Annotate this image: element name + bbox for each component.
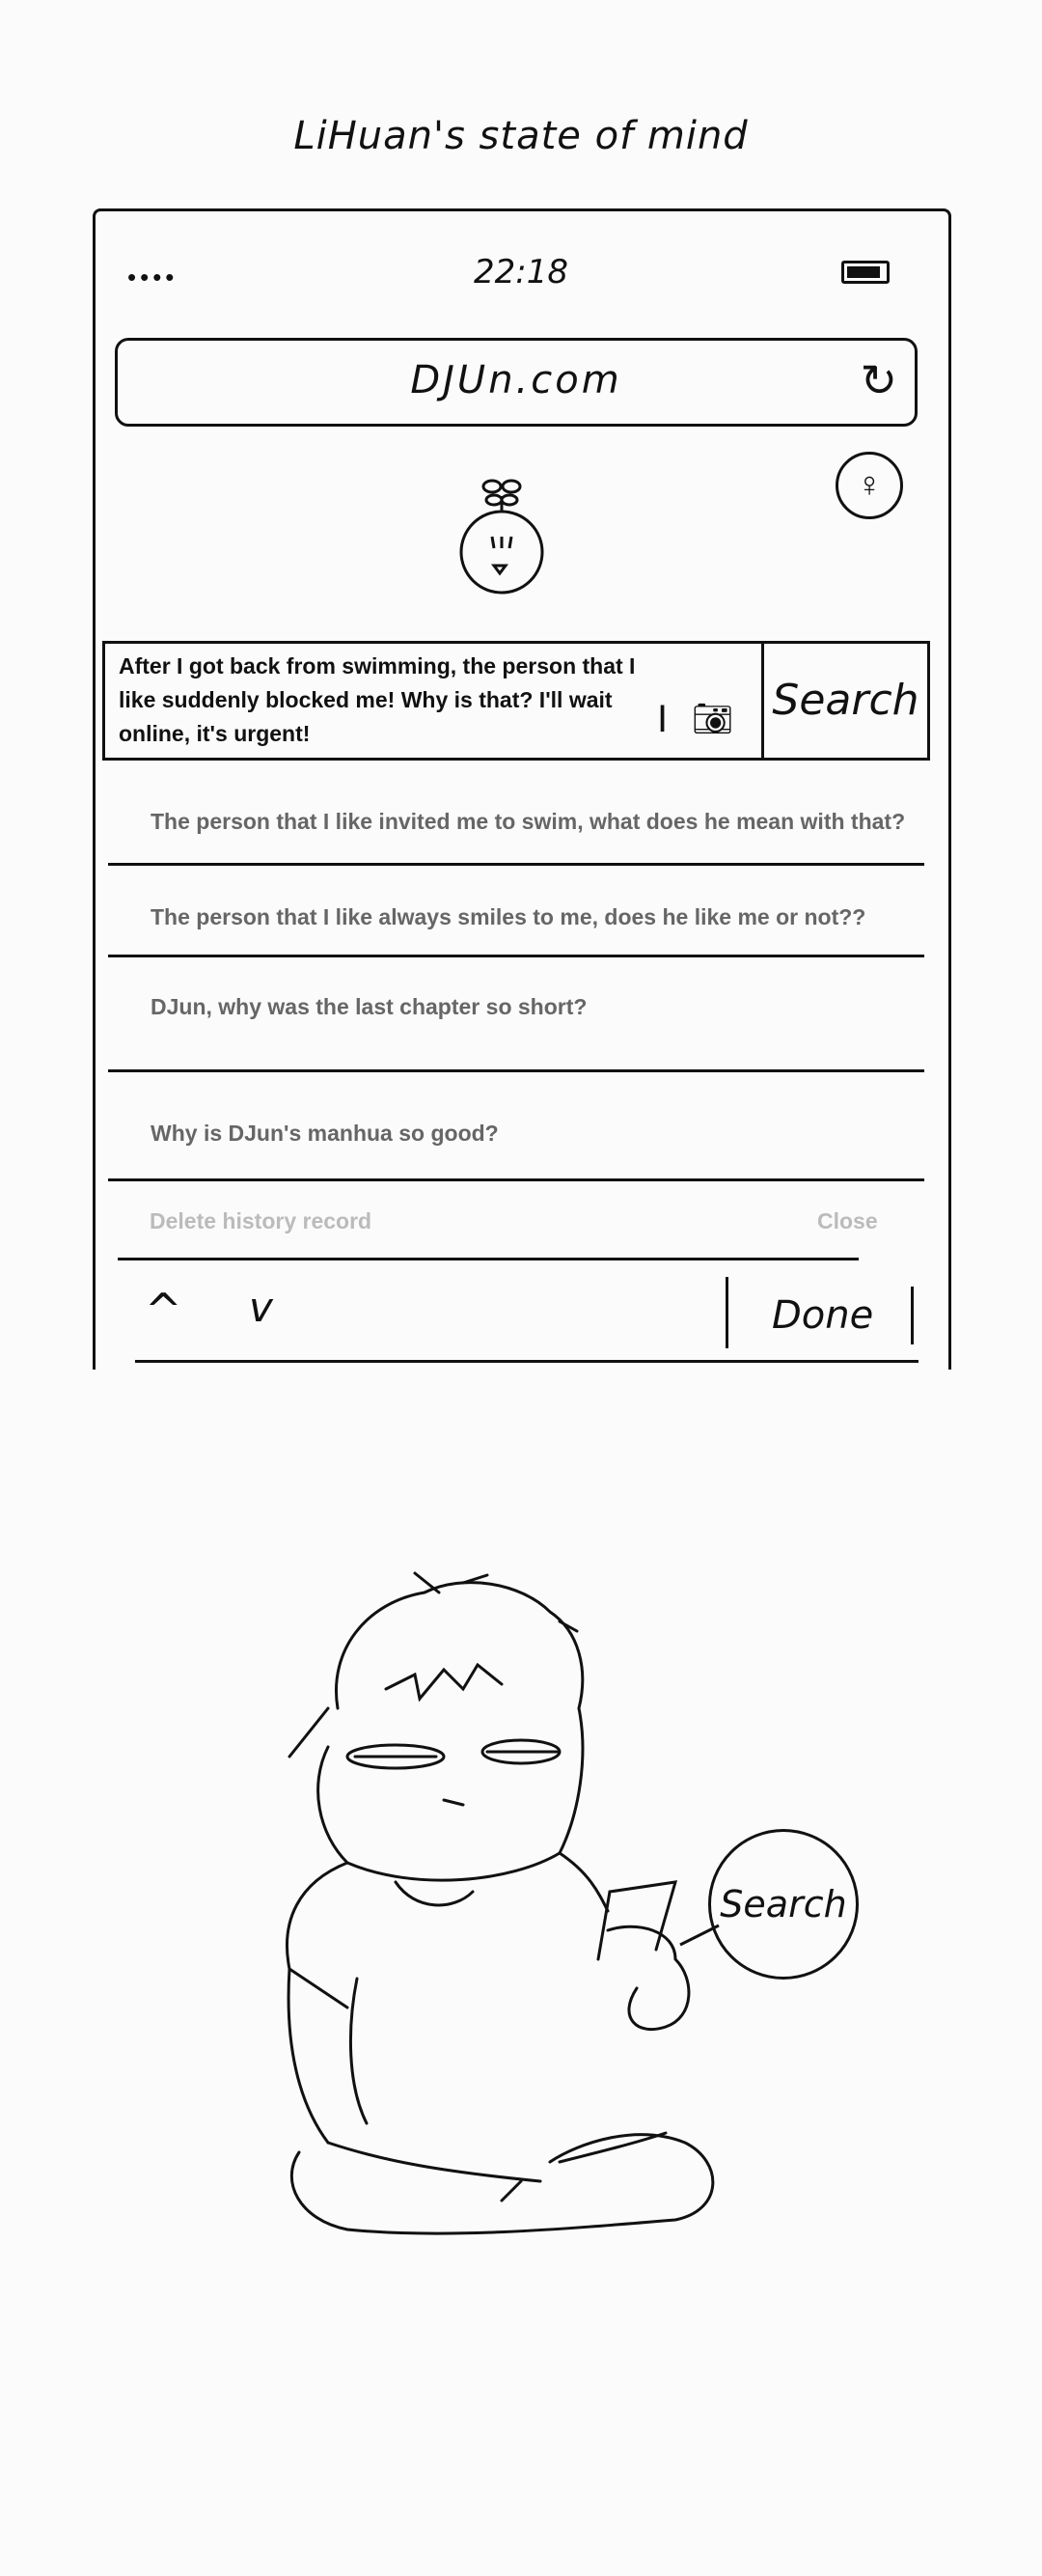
divider (118, 1258, 859, 1260)
close-button[interactable]: Close (817, 1208, 878, 1233)
done-button[interactable]: Done (772, 1293, 874, 1338)
mascot-logo-icon (444, 473, 560, 598)
search-box[interactable] (102, 641, 930, 761)
divider (726, 1277, 728, 1348)
url-text: DJUn.com (410, 358, 622, 402)
history-item[interactable] (108, 866, 924, 957)
reload-icon[interactable]: ↻ (860, 355, 897, 405)
divider (911, 1287, 914, 1344)
person-illustration (270, 1564, 733, 2336)
search-input[interactable]: After I got back from swimming, the person that I like suddenly blocked me! Why is that? I'll wait online, it's urgent! (119, 653, 636, 746)
delete-history-button[interactable]: Delete history record (150, 1208, 372, 1233)
battery-icon (841, 261, 890, 284)
camera-icon[interactable]: 📷︎ (692, 701, 734, 737)
history-item[interactable] (108, 1072, 924, 1181)
profile-icon[interactable]: ♀ (836, 452, 903, 519)
status-time: 22:18 (474, 253, 568, 291)
address-bar[interactable] (115, 338, 918, 427)
next-field-button[interactable]: v (249, 1284, 273, 1331)
history-item-text: The person that I like invited me to swim, what does he mean with that? (151, 809, 906, 834)
history-item-text: The person that I like always smiles to me, does he like me or not?? (151, 904, 866, 929)
history-item[interactable] (108, 957, 924, 1072)
history-item-text: DJun, why was the last chapter so short? (151, 994, 588, 1019)
speech-bubble: Search (708, 1829, 859, 1980)
text-cursor-icon: I (657, 698, 669, 740)
comic-title: LiHuan's state of mind (293, 114, 749, 158)
signal-icon: •••• (127, 263, 178, 291)
history-item-text: Why is DJun's manhua so good? (151, 1121, 499, 1146)
search-button[interactable]: Search (761, 644, 927, 758)
divider (135, 1360, 919, 1363)
history-item[interactable] (108, 759, 924, 866)
previous-field-button[interactable]: ^ (145, 1284, 182, 1336)
